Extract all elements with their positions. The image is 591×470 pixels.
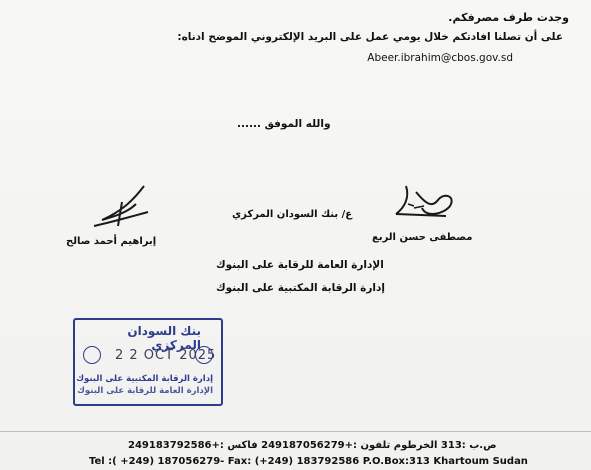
- official-stamp: [73, 318, 223, 406]
- stamp-line-1: إدارة الرقابة المكتبية على البنوك: [76, 374, 213, 384]
- department-office: إدارة الرقابة المكتبية على البنوك: [216, 282, 385, 294]
- body-line-request: على أن تصلنا افادتكم خلال يومي عمل على البريد الإلكتروني الموضح ادناه:: [177, 31, 563, 43]
- footer-arabic: ص.ب :313 الخرطوم تلفون :+249187056279 فاكس :+249183792586: [128, 440, 497, 451]
- stamp-emblem-icon: [83, 346, 101, 364]
- department-general: الإدارة العامة للرقابة على البنوك: [216, 259, 384, 271]
- closing-line: والله الموفق ......: [237, 118, 331, 130]
- signatory-right-name: مصطفى حسن الربع: [372, 232, 473, 243]
- signatory-left-name: إبراهيم أحمد صالح: [66, 236, 157, 247]
- stamp-date: 2 2 OCT 2025: [115, 348, 217, 363]
- on-behalf-line: ع/ بنك السودان المركزي: [232, 209, 353, 220]
- footer-divider: [0, 431, 591, 432]
- signature-left-image: [82, 182, 162, 240]
- stamp-line-2: الإدارة العامة للرقابة على البنوك: [77, 386, 213, 396]
- contact-email: Abeer.ibrahim@cbos.gov.sd: [367, 52, 513, 64]
- signature-right-image: [386, 178, 466, 230]
- stamp-header: بنك السودان المركزي: [127, 324, 201, 352]
- body-line-top: وجدت طرف مصرفكم.: [448, 11, 569, 24]
- footer-english: Tel :( +249) 187056279- Fax: (+249) 183792586 P.O.Box:313 Khartoum Sudan: [89, 456, 528, 467]
- stamp-emblem-icon: [195, 346, 213, 364]
